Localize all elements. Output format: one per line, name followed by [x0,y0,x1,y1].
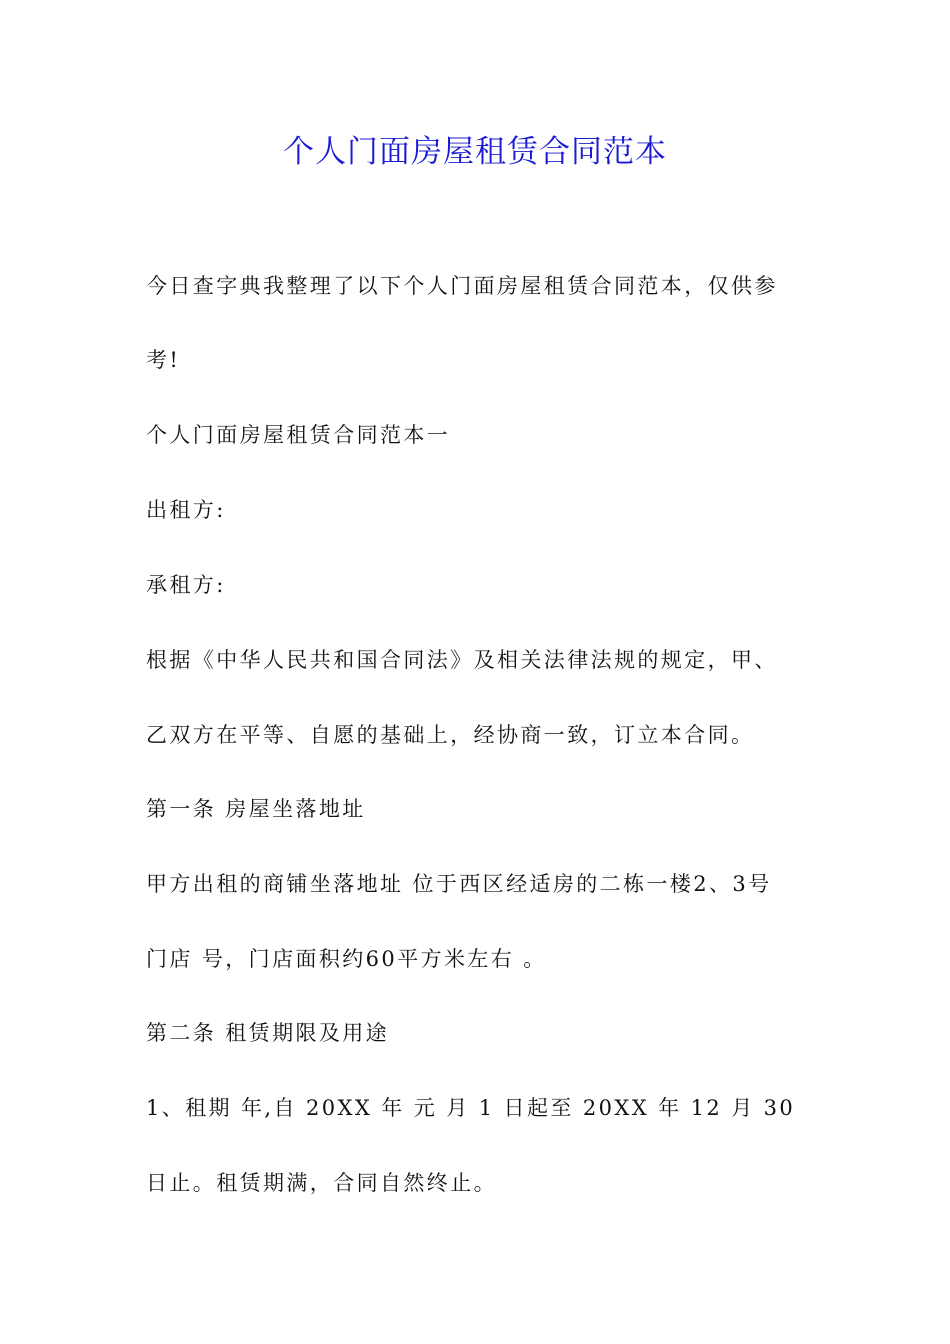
body-line-intro-1: 今日查字典我整理了以下个人门面房屋租赁合同范本，仅供参 [146,274,778,298]
body-line-basis-2: 乙双方在平等、自愿的基础上，经协商一致，订立本合同。 [146,723,755,747]
body-line-lessor: 出租方: [146,498,226,522]
body-line-address-2: 门店 号，门店面积约60平方米左右 。 [146,947,547,971]
body-line-intro-2: 考! [146,348,181,372]
body-line-basis-1: 根据《中华人民共和国合同法》及相关法律法规的规定，甲、 [146,648,778,672]
body-line-section-title: 个人门面房屋租赁合同范本一 [146,423,451,447]
body-line-lessee: 承租方: [146,573,226,597]
body-line-article-2: 第二条 租赁期限及用途 [146,1021,390,1045]
document-title: 个人门面房屋租赁合同范本 [283,134,667,170]
body-line-address-1: 甲方出租的商铺坐落地址 位于西区经适房的二栋一楼2、3号 [146,872,772,896]
body-line-article-1: 第一条 房屋坐落地址 [146,797,366,821]
body-line-term-1: 1、租期 年,自 20XX 年 元 月 1 日起至 20XX 年 12 月 30 [146,1096,796,1120]
body-line-term-2: 日止。租赁期满，合同自然终止。 [146,1171,497,1195]
